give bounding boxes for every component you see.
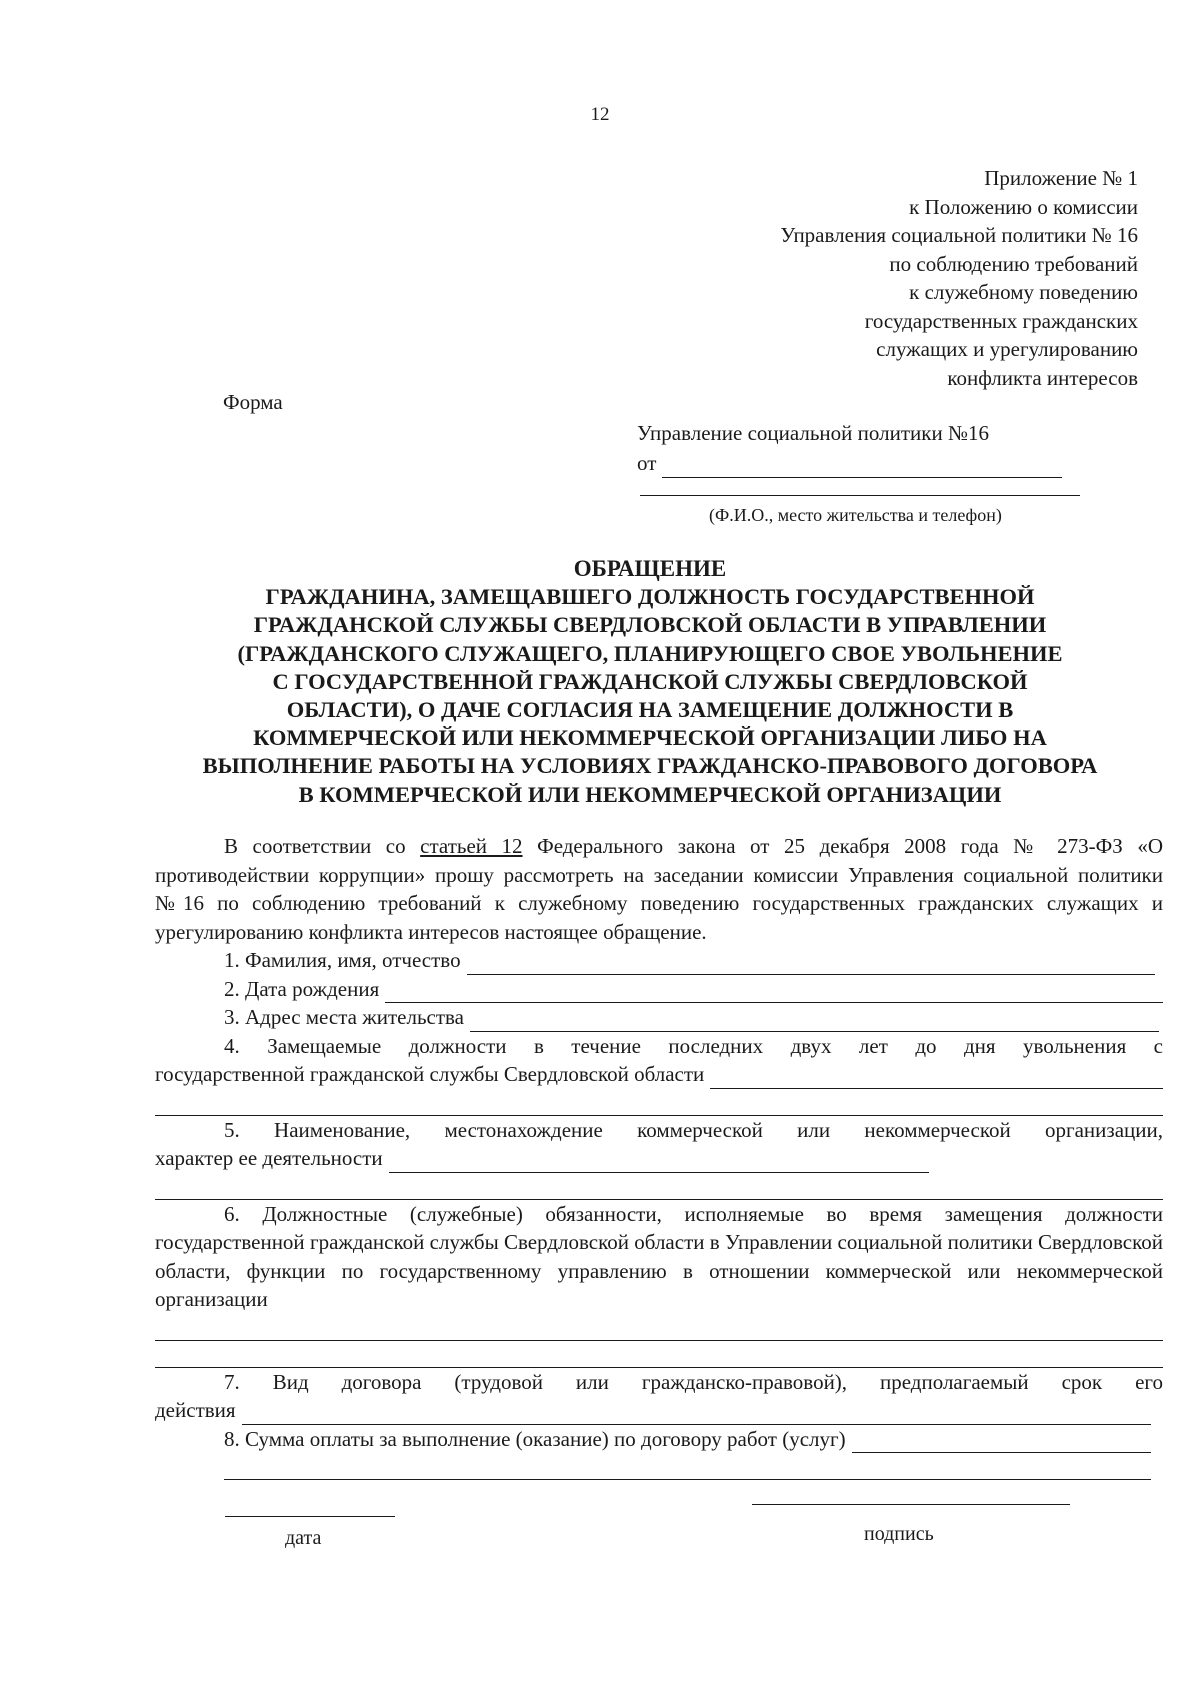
title-line: В КОММЕРЧЕСКОЙ ИЛИ НЕКОММЕРЧЕСКОЙ ОРГАНИЗАЦИИ — [298, 781, 1002, 807]
organization-line: 5. Наименование, местонахождение коммерческой или некоммерческой организации, — [224, 1117, 1163, 1142]
addressee-to: Управление социальной политики №16 — [637, 421, 989, 445]
positions-row — [155, 1060, 1163, 1089]
intro-text-after: Федерального закона от 25 декабря 2008 года № 273-ФЗ «О противодействии коррупции» прошу рассмотреть на заседании комиссии Управления социальной политики №16 по соблюдению требований к служебному поведению государственных гражданских служащих и урегулированию конфликта интересов настоящее обращение. — [155, 834, 1163, 944]
page-number: 12 — [590, 104, 610, 125]
appendix-line: Управления социальной политики № 16 — [780, 223, 1138, 247]
positions-field[interactable] — [710, 1067, 1163, 1089]
address-field[interactable] — [470, 1010, 1159, 1032]
signature-block — [752, 1500, 1070, 1546]
payment-label: 8. Сумма оплаты за выполнение (оказание) по договору работ (услуг) — [224, 1426, 846, 1451]
positions-label: государственной гражданской службы Свердловской области — [155, 1062, 705, 1086]
contract-line: 7. Вид договора (трудовой или гражданско-правовой), предполагаемый срок его — [224, 1369, 1163, 1394]
law-article-link[interactable]: статьей 12 — [420, 834, 523, 858]
payment-field[interactable] — [852, 1431, 1151, 1453]
duties-field-extra[interactable] — [155, 1341, 1163, 1368]
address-label: 3. Адрес места жительства — [224, 1005, 464, 1029]
fio-label: 1. Фамилия, имя, отчество — [224, 948, 461, 972]
organization-field[interactable] — [389, 1151, 929, 1173]
appendix-line: Приложение № 1 — [984, 166, 1138, 190]
document-body — [155, 832, 1163, 1480]
title-main: ОБРАЩЕНИЕ — [573, 556, 727, 581]
title-line: ГРАЖДАНСКОЙ СЛУЖБЫ СВЕРДЛОВСКОЙ ОБЛАСТИ В УПРАВЛЕНИИ — [253, 612, 1047, 638]
signature-field[interactable] — [752, 1500, 1070, 1505]
positions-field-extra[interactable] — [155, 1089, 1163, 1116]
title-line: ГРАЖДАНИНА, ЗАМЕЩАВШЕГО ДОЛЖНОСТЬ ГОСУДАРСТВЕННОЙ — [265, 584, 1035, 610]
title-line: ВЫПОЛНЕНИЕ РАБОТЫ НА УСЛОВИЯХ ГРАЖДАНСКО-ПРАВОВОГО ДОГОВОРА — [202, 753, 1098, 779]
title-line: КОММЕРЧЕСКОЙ ИЛИ НЕКОММЕРЧЕСКОЙ ОРГАНИЗАЦИИ ЛИБО НА — [253, 725, 1047, 751]
fio-field[interactable] — [467, 953, 1155, 975]
form-label: Форма — [223, 390, 283, 414]
from-name-field[interactable] — [662, 455, 1062, 478]
birth-row — [155, 975, 1163, 1004]
duties-paragraph: 6. Должностные (служебные) обязанности, исполняемые во время замещения должности государственной гражданской службы Свердловской области в Управлении социальной политики Свердловской области, функции по государственному управлению в отношении коммерческой или некоммерческой организации — [155, 1201, 1163, 1311]
appendix-line: государственных гражданских — [864, 308, 1138, 333]
title-line: С ГОСУДАРСТВЕННОЙ ГРАЖДАНСКОЙ СЛУЖБЫ СВЕРДЛОВСКОЙ — [272, 668, 1028, 694]
address-row — [155, 1003, 1163, 1032]
appendix-line: к служебному поведению — [909, 280, 1138, 304]
addressee-block — [637, 418, 1097, 525]
payment-field-extra[interactable] — [224, 1453, 1151, 1480]
document-title — [150, 555, 1150, 809]
duties-field[interactable] — [155, 1314, 1163, 1341]
date-field[interactable] — [225, 1512, 395, 1517]
addressee-from-row — [637, 448, 1097, 478]
addressee-details-field[interactable] — [640, 495, 1080, 496]
contract-label: действия — [155, 1398, 236, 1422]
birth-field[interactable] — [385, 981, 1163, 1003]
contract-field[interactable] — [242, 1403, 1151, 1425]
intro-paragraph — [155, 832, 1163, 946]
appendix-line: по соблюдению требований — [889, 251, 1138, 276]
positions-line: 4. Замещаемые должности в течение последних двух лет до дня увольнения с — [224, 1033, 1163, 1058]
appendix-line: конфликта интересов — [947, 365, 1138, 390]
payment-row — [155, 1425, 1163, 1454]
addressee-caption: (Ф.И.О., место жительства и телефон) — [709, 505, 1002, 525]
date-block — [225, 1512, 395, 1550]
contract-row — [155, 1396, 1163, 1425]
birth-label: 2. Дата рождения — [224, 976, 380, 1001]
fio-row — [155, 946, 1163, 975]
title-line: (ГРАЖДАНСКОГО СЛУЖАЩЕГО, ПЛАНИРУЮЩЕГО СВОЕ УВОЛЬНЕНИЕ — [237, 640, 1063, 666]
title-line: ОБЛАСТИ), О ДАЧЕ СОГЛАСИЯ НА ЗАМЕЩЕНИЕ ДОЛЖНОСТИ В — [286, 697, 1014, 723]
addressee-from-label: от — [637, 451, 657, 475]
signature-label: подпись — [864, 1523, 934, 1545]
appendix-block — [780, 164, 1138, 392]
appendix-line: служащих и урегулированию — [876, 337, 1138, 361]
date-label: дата — [285, 1527, 322, 1549]
organization-label: характер ее деятельности — [155, 1146, 383, 1170]
intro-text-before: В соответствии со — [224, 834, 421, 858]
organization-row — [155, 1144, 1163, 1173]
appendix-line: к Положению о комиссии — [909, 194, 1138, 219]
organization-field-extra[interactable] — [155, 1173, 1163, 1200]
